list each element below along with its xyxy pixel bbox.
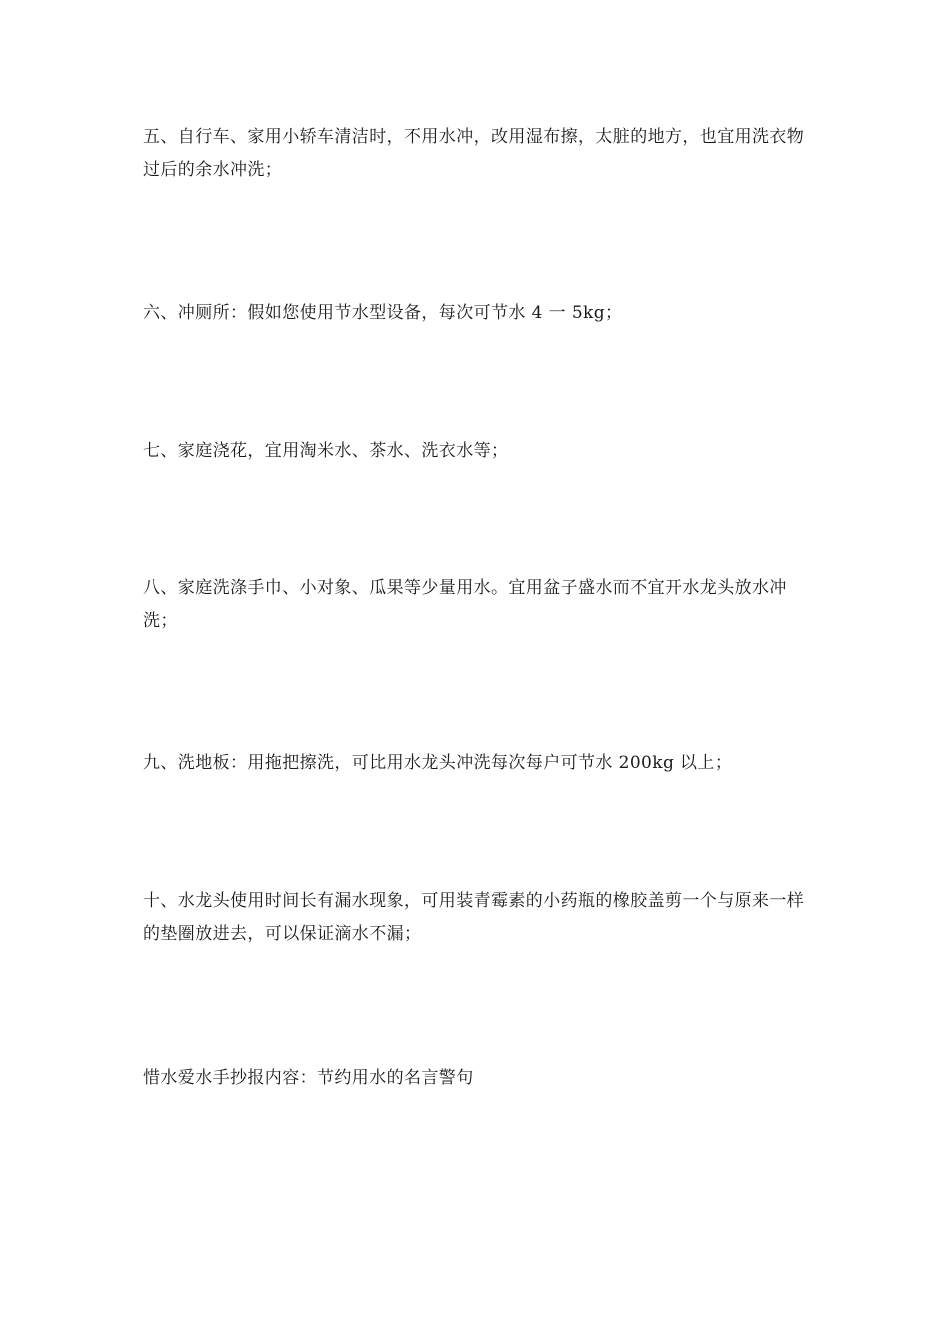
section-heading-quotes: 惜水爱水手抄报内容：节约用水的名言警句	[143, 1068, 474, 1088]
paragraph-faucet-leak: 十、水龙头使用时间长有漏水现象，可用装青霉素的小药瓶的橡胶盖剪一个与原来一样的垫圈放进去，可以保证滴水不漏；	[143, 891, 805, 944]
paragraph-toilet-flushing: 六、冲厕所：假如您使用节水型设备，每次可节水 4 一 5kg；	[143, 303, 623, 323]
paragraph-washing-small-items: 八、家庭洗涤手巾、小对象、瓜果等少量用水。宜用盆子盛水而不宜开水龙头放水冲洗；	[143, 578, 787, 631]
paragraph-watering-flowers: 七、家庭浇花，宜用淘米水、茶水、洗衣水等；	[143, 441, 509, 461]
paragraph-bicycle-car-cleaning: 五、自行车、家用小轿车清洁时，不用水冲，改用湿布擦，太脏的地方，也宜用洗衣物过后的余水冲洗；	[143, 127, 805, 180]
paragraph-mopping-floor: 九、洗地板：用拖把擦洗，可比用水龙头冲洗每次每户可节水 200kg 以上；	[143, 753, 733, 773]
